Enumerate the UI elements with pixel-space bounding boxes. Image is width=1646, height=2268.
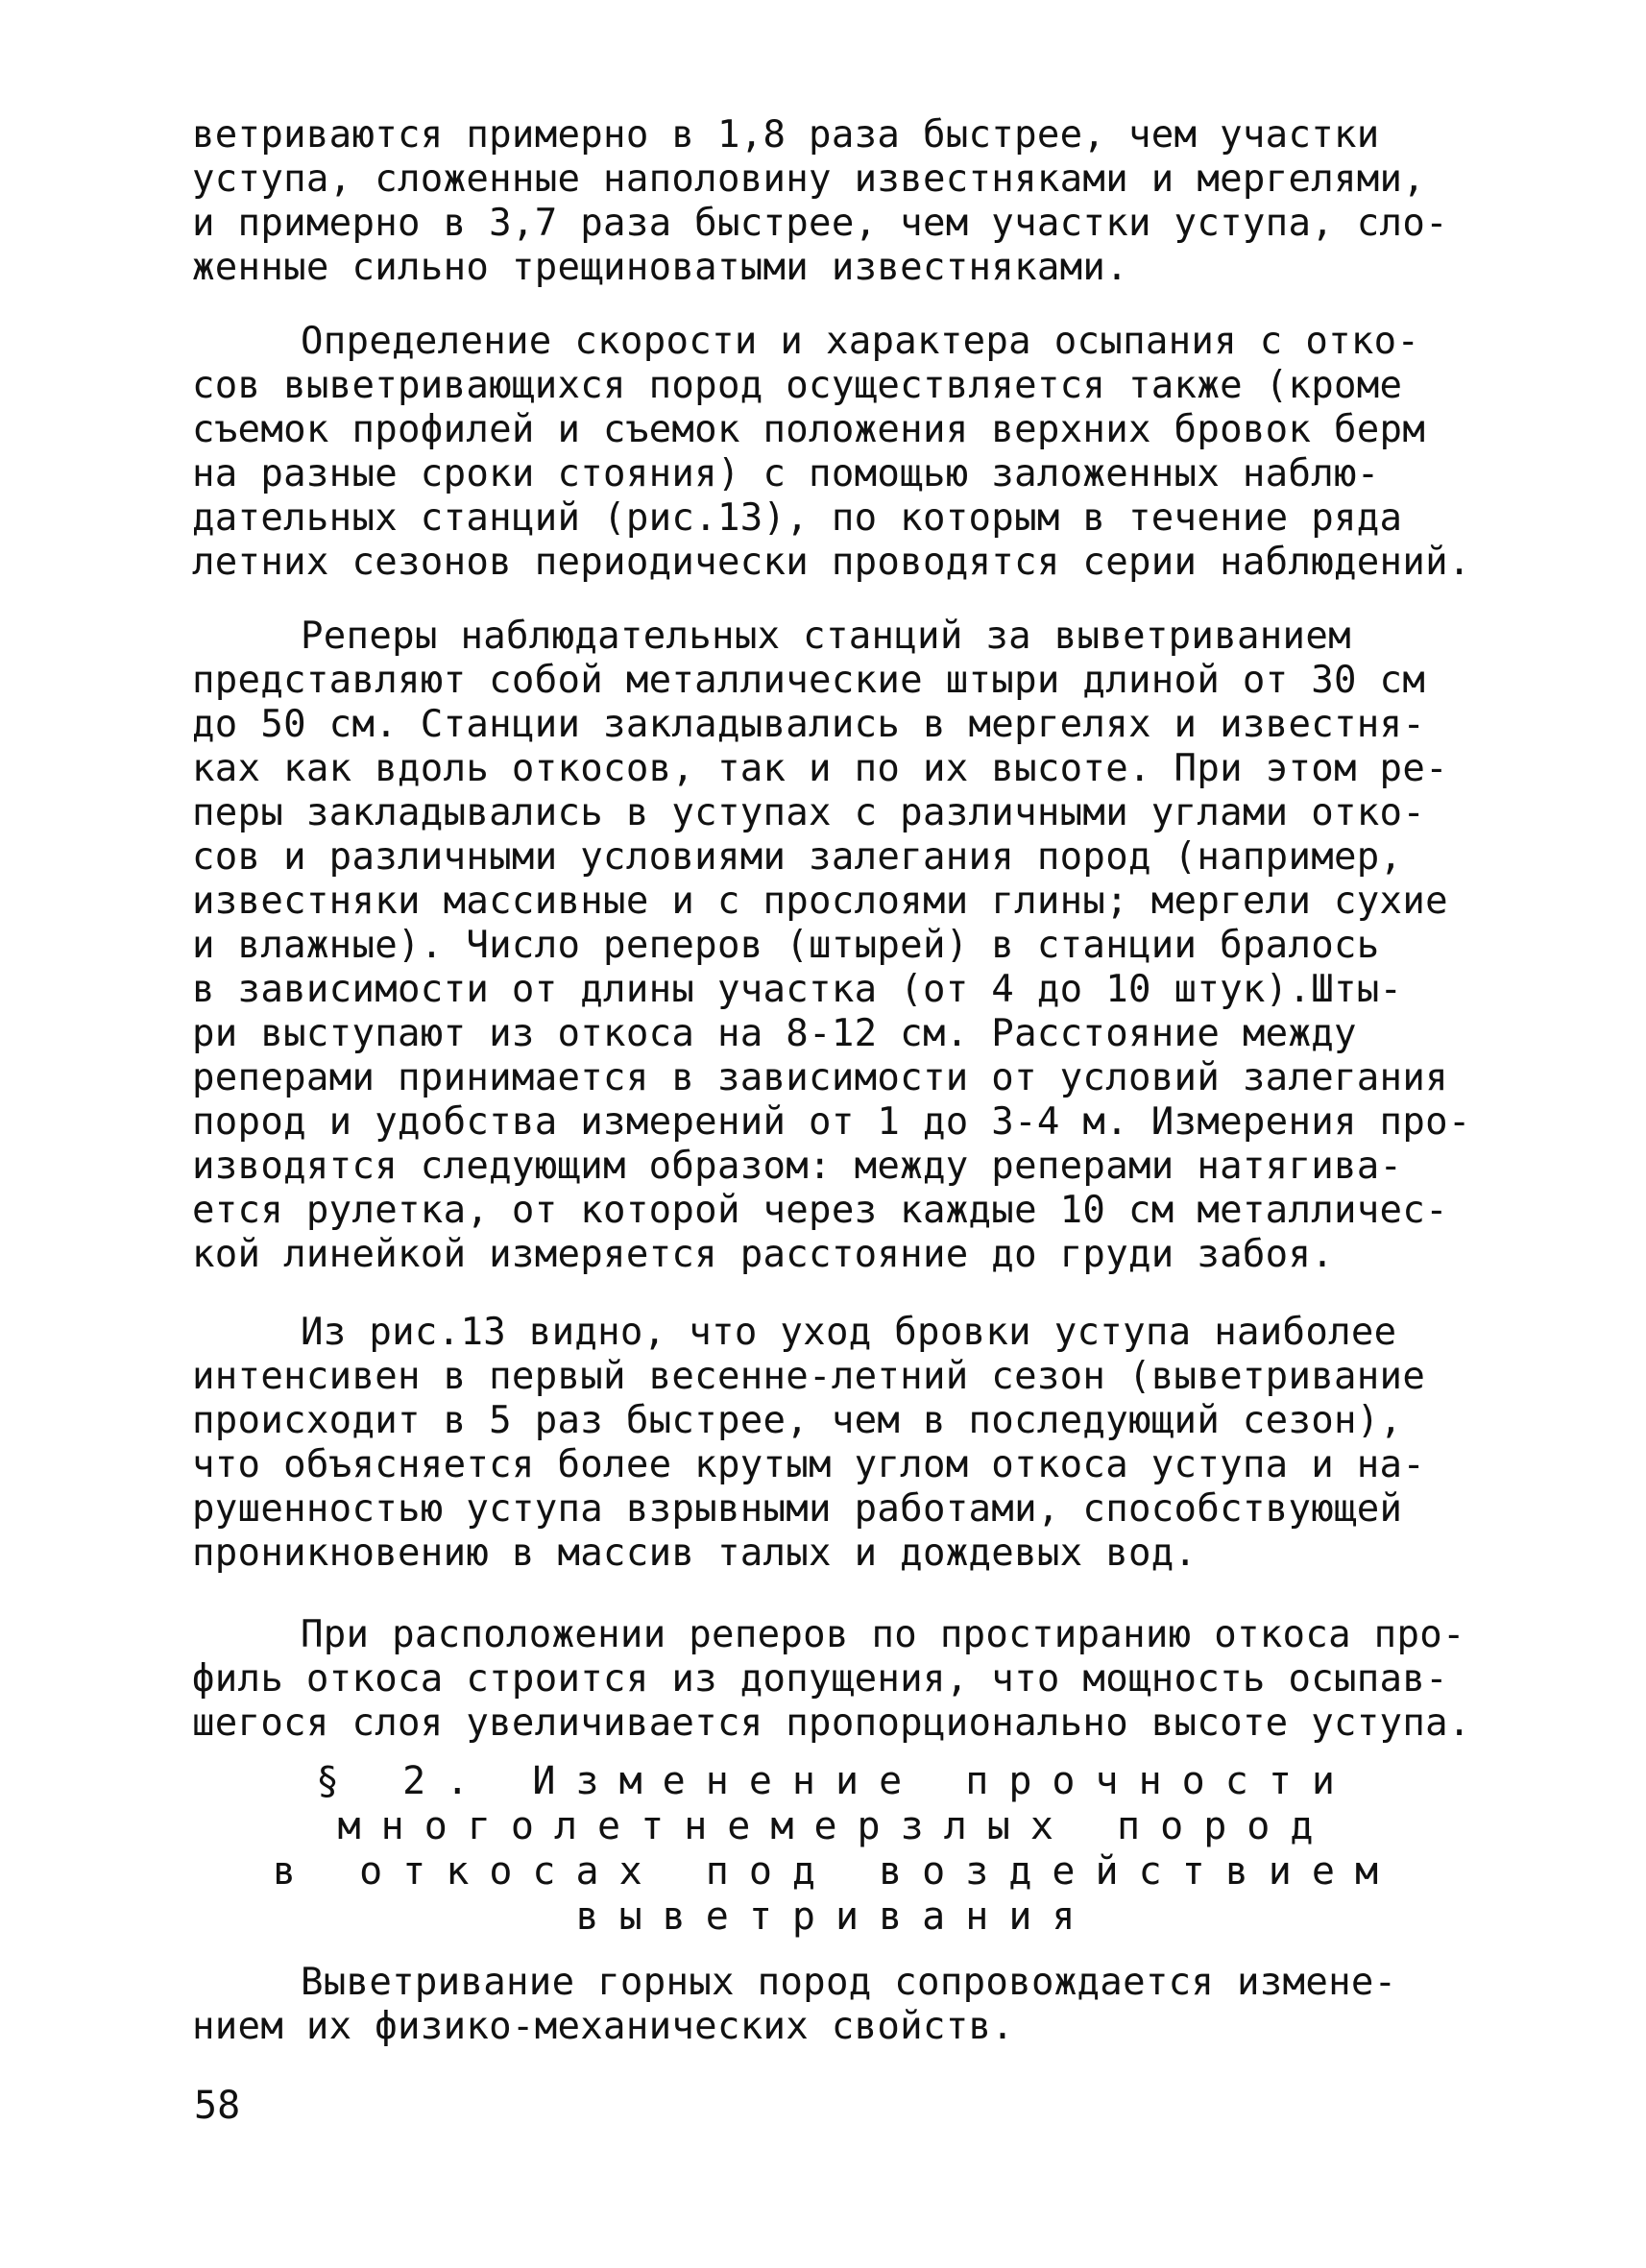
text-line: происходит в 5 раз быстрее, чем в последующий сезон), [192,1399,1403,1442]
text-line: летних сезонов периодически проводятся серии наблюдений. [192,541,1471,584]
text-line: При расположении реперов по простиранию откоса про- [301,1613,1465,1656]
text-line: до 50 см. Станции закладывались в мергелях и известня- [192,703,1426,746]
text-line: дательных станций (рис.13), по которым в течение ряда [192,496,1403,540]
text-line: женные сильно трещиноватыми известняками. [192,246,1128,289]
text-line: пород и удобства измерений от 1 до 3-4 м. Измерения про- [192,1100,1471,1144]
text-line: изводятся следующим образом: между реперами натягива- [192,1145,1403,1188]
heading-line: в откосах под воздействием [272,1849,1399,1894]
text-line: Из рис.13 видно, что уход бровки уступа наиболее [301,1311,1397,1354]
text-line: съемок профилей и съемок положения верхних бровок берм [192,408,1426,451]
paragraph-6 [192,1961,1479,2049]
text-line: шегося слоя увеличивается пропорционально высоте уступа. [192,1701,1471,1745]
text-line: интенсивен в первый весенне-летний сезон (выветривание [192,1355,1426,1398]
paragraph-4 [192,1311,1479,1576]
text-line: сов выветривающихся пород осуществляется также (кроме [192,364,1403,407]
text-line: ется рулетка, от которой через каждые 10 см металличес- [192,1189,1448,1232]
heading-line: многолетнемерзлых пород [337,1804,1334,1848]
paragraph-1 [192,113,1479,290]
paragraph-2 [192,320,1479,585]
heading-line: выветривания [575,1894,1096,1939]
heading-line: § 2. Изменение прочности [316,1759,1355,1803]
text-line: на разные сроки стояния) с помощью заложенных наблю- [192,452,1380,495]
page-number: 58 [194,2084,241,2128]
text-line: ках как вдоль откосов, так и по их высоте. При этом ре- [192,747,1448,790]
text-line: реперами принимается в зависимости от условий залегания [192,1056,1448,1099]
text-line: уступа, сложенные наполовину известняками и мергелями, [192,157,1426,201]
text-line: Определение скорости и характера осыпания с отко- [301,320,1420,363]
text-line: и влажные). Число реперов (штырей) в станции бралось [192,924,1380,967]
text-line: ветриваются примерно в 1,8 раза быстрее, чем участки [192,113,1380,157]
section-heading [192,1759,1479,1940]
text-line: известняки массивные и с прослоями глины; мергели сухие [192,880,1448,923]
text-line: проникновению в массив талых и дождевых вод. [192,1532,1198,1575]
text-line: нием их физико-механических свойств. [192,2005,1015,2048]
text-line: Реперы наблюдательных станций за выветриванием [301,615,1351,658]
text-line: сов и различными условиями залегания пород (например, [192,835,1403,879]
paragraph-3 [192,615,1479,1277]
text-line: Выветривание горных пород сопровождается измене- [301,1961,1397,2004]
text-line: филь откоса строится из допущения, что мощность осыпав- [192,1657,1448,1701]
text-line: в зависимости от длины участка (от 4 до 10 штук).Шты- [192,968,1403,1011]
text-line: кой линейкой измеряется расстояние до груди забоя. [192,1233,1334,1276]
text-line: и примерно в 3,7 раза быстрее, чем участки уступа, сло- [192,202,1448,245]
text-line: перы закладывались в уступах с различными углами отко- [192,791,1426,834]
text-line: рушенностью уступа взрывными работами, способствующей [192,1487,1403,1531]
text-line: представляют собой металлические штыри длиной от 30 см [192,659,1426,702]
text-line: что объясняется более крутым углом откоса уступа и на- [192,1443,1426,1486]
paragraph-5 [192,1613,1479,1746]
text-line: ри выступают из откоса на 8-12 см. Расстояние между [192,1012,1357,1055]
